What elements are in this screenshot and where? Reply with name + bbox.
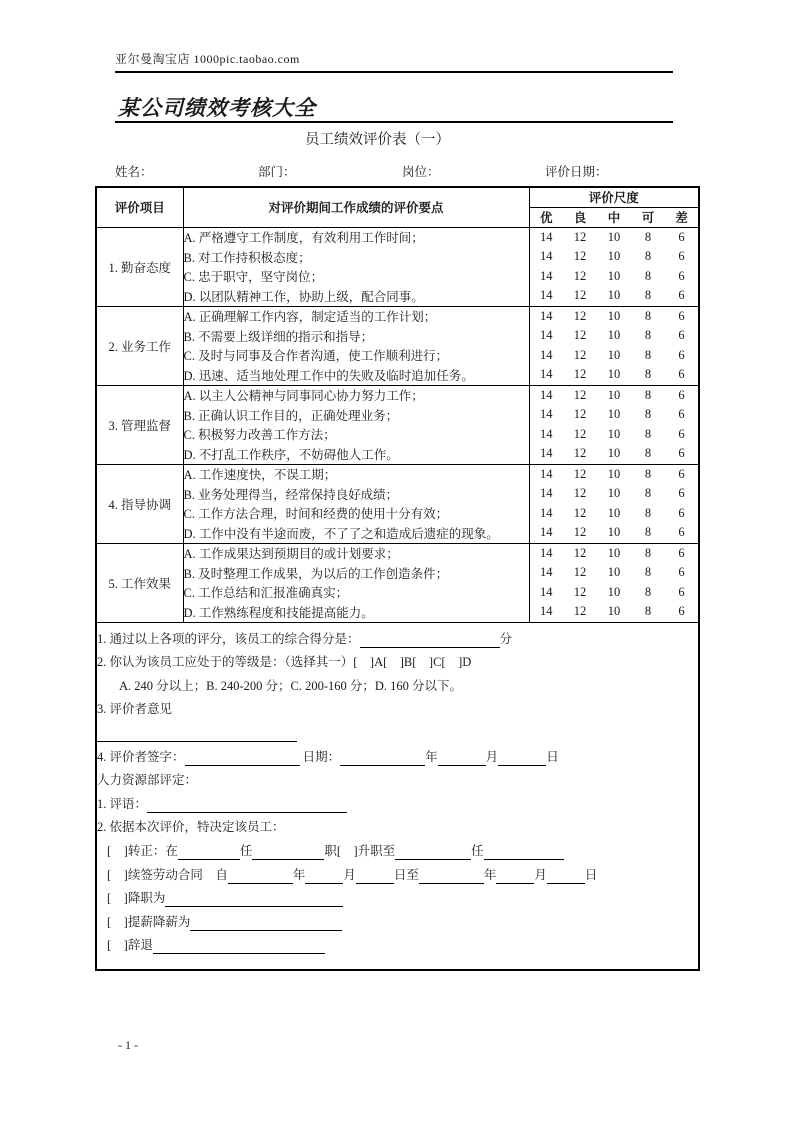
evaluation-point-text: B. 业务处理得当，经常保持良好成绩；	[183, 484, 529, 504]
summary-text: 月	[534, 867, 547, 882]
summary-text: [ ]续签劳动合同 自	[107, 867, 228, 882]
rating-value: 14	[529, 306, 563, 326]
rating-value: 6	[665, 464, 699, 484]
summary-text: 日至	[393, 867, 419, 882]
document-title: 某公司绩效考核大全	[118, 96, 316, 120]
evaluation-point-text: B. 及时整理工作成果，为以后的工作创造条件；	[183, 563, 529, 583]
rating-value: 8	[644, 565, 652, 580]
name-field-label: 姓名：	[115, 165, 153, 179]
evaluation-point-text: B. 对工作持积极态度；	[183, 247, 529, 267]
rating-value: 10	[607, 288, 621, 303]
rating-value: 12	[573, 426, 587, 441]
evaluation-item-row	[96, 365, 699, 385]
category-name: 4. 指导协调	[96, 464, 183, 543]
rating-value: 6	[665, 227, 699, 247]
summary-text: [ ]降职为	[107, 891, 166, 906]
fill-in-blank	[165, 895, 343, 907]
summary-text: 人力资源部评定：	[97, 773, 198, 788]
fill-in-blank	[547, 872, 585, 884]
fill-in-blank	[147, 801, 347, 813]
evaluation-item-row	[96, 425, 699, 445]
rating-value: 14	[540, 584, 553, 599]
summary-text: 2. 你认为该员工应处于的等级是：（选择其一）[ ]A[ ]B[ ]C[ ]D	[97, 655, 472, 670]
summary-text: [ ]辞退	[107, 938, 153, 953]
rating-value: 6	[678, 426, 685, 441]
info-row	[0, 162, 793, 180]
rating-value: 8	[644, 328, 652, 343]
evaluation-item-row	[96, 306, 699, 326]
summary-line	[97, 890, 698, 914]
evaluation-item-row	[96, 464, 699, 484]
rating-value: 10	[597, 306, 631, 326]
fill-in-blank	[484, 848, 564, 860]
rating-value: 12	[573, 525, 587, 540]
summary-text: [ ]提薪降薪为	[107, 914, 191, 929]
summary-line	[97, 914, 698, 938]
rating-value: 10	[597, 227, 631, 247]
rating-value: 14	[540, 505, 553, 520]
fill-in-blank	[228, 872, 293, 884]
fill-in-blank	[340, 754, 425, 766]
evaluation-point-text: C. 积极努力改善工作方法；	[183, 425, 529, 445]
summary-text: 2. 依据本次评价，特决定该员工：	[97, 820, 285, 835]
summary-line	[97, 654, 698, 678]
rating-value: 6	[678, 584, 685, 599]
rating-value: 10	[607, 426, 621, 441]
rating-value: 6	[678, 249, 685, 264]
summary-text: 年	[425, 749, 438, 764]
rating-value: 6	[678, 328, 685, 343]
rating-level-header: 差	[665, 207, 699, 227]
rating-value: 8	[644, 525, 652, 540]
evaluation-point-text: D. 不打乱工作秩序，不妨碍他人工作。	[183, 444, 529, 464]
fill-in-blank	[360, 636, 500, 648]
rating-value: 12	[573, 446, 587, 461]
rating-value: 12	[573, 407, 587, 422]
evaluation-item-row	[96, 602, 699, 622]
rating-value: 12	[563, 306, 597, 326]
rating-value: 6	[678, 268, 685, 283]
rating-value: 10	[597, 385, 631, 405]
department-field-label: 部门：	[258, 165, 296, 179]
rating-value: 8	[644, 268, 652, 283]
category-name: 2. 业务工作	[96, 306, 183, 385]
rating-value: 6	[678, 288, 685, 303]
rating-value: 6	[678, 486, 685, 501]
summary-line	[97, 937, 698, 961]
rating-value: 14	[529, 385, 563, 405]
summary-text: 日	[546, 749, 559, 764]
rating-value: 10	[607, 328, 621, 343]
rating-value: 14	[540, 347, 553, 362]
rating-value: 8	[644, 486, 652, 501]
rating-value: 10	[607, 604, 621, 619]
evaluation-point-text: C. 工作总结和汇报准确真实；	[183, 583, 529, 603]
summary-text: 分	[499, 631, 513, 646]
evaluation-item-row	[96, 286, 699, 306]
rating-value: 10	[597, 464, 631, 484]
fill-in-blank	[305, 872, 343, 884]
column-header-rating-scale: 评价尺度	[529, 187, 699, 207]
rating-value: 6	[678, 565, 685, 580]
summary-text: 年	[292, 867, 306, 882]
rating-value: 12	[573, 328, 587, 343]
category-name: 5. 工作效果	[96, 543, 183, 622]
rating-value: 8	[631, 464, 665, 484]
rating-value: 14	[540, 328, 553, 343]
rating-value: 12	[563, 227, 597, 247]
rating-value: 8	[644, 505, 652, 520]
fill-in-blank	[498, 754, 546, 766]
evaluation-point-text: D. 迅速、适当地处理工作中的失败及临时追加任务。	[183, 365, 529, 385]
rating-value: 14	[540, 565, 553, 580]
evaluation-point-text: C. 忠于职守，坚守岗位；	[183, 267, 529, 287]
rating-value: 10	[607, 525, 621, 540]
evaluation-item-row	[96, 346, 699, 366]
rating-value: 10	[607, 565, 621, 580]
rating-value: 6	[678, 347, 685, 362]
rating-value: 14	[529, 227, 563, 247]
rating-value: 10	[607, 249, 621, 264]
evaluation-point-text: A. 正确理解工作内容，制定适当的工作计划；	[183, 306, 529, 326]
rating-value: 8	[631, 306, 665, 326]
rating-value: 12	[573, 249, 587, 264]
evaluation-item-row	[96, 326, 699, 346]
rating-value: 14	[540, 268, 553, 283]
summary-text: 任	[471, 843, 484, 858]
rating-value: 6	[678, 367, 685, 382]
evaluation-point-text: D. 以团队精神工作，协助上级，配合同事。	[183, 286, 529, 306]
rating-value: 12	[563, 385, 597, 405]
rating-value: 14	[540, 426, 553, 441]
rating-value: 12	[563, 543, 597, 563]
rating-level-header: 优	[529, 207, 563, 227]
rating-value: 8	[644, 407, 652, 422]
fill-in-blank	[97, 730, 297, 742]
rating-value: 10	[607, 446, 621, 461]
summary-text: 任	[239, 843, 253, 858]
fill-in-blank	[438, 754, 486, 766]
fill-in-blank	[178, 848, 240, 860]
evaluation-item-row	[96, 385, 699, 405]
rating-value: 6	[665, 385, 699, 405]
summary-line	[97, 701, 698, 725]
fill-in-blank	[496, 872, 534, 884]
evaluation-item-row	[96, 227, 699, 247]
fill-in-blank	[252, 848, 324, 860]
rating-level-header: 可	[631, 207, 665, 227]
evaluation-item-row	[96, 484, 699, 504]
rating-level-header: 中	[597, 207, 631, 227]
store-header-text: 亚尔曼淘宝店 1000pic.taobao.com	[115, 52, 300, 66]
rating-value: 14	[540, 367, 553, 382]
rating-value: 8	[644, 426, 652, 441]
evaluation-point-text: B. 正确认识工作目的，正确处理业务；	[183, 405, 529, 425]
rating-value: 6	[665, 543, 699, 563]
rating-value: 12	[573, 486, 587, 501]
rating-value: 12	[573, 367, 587, 382]
rating-value: 6	[678, 407, 685, 422]
rating-value: 8	[644, 584, 652, 599]
rating-value: 14	[540, 525, 553, 540]
rating-value: 14	[529, 543, 563, 563]
summary-line	[97, 843, 698, 867]
position-field-label: 岗位：	[402, 165, 440, 179]
evaluation-point-text: A. 工作速度快，不误工期；	[183, 464, 529, 484]
evaluation-item-row	[96, 583, 699, 603]
rating-value: 8	[644, 347, 652, 362]
summary-text: 日	[584, 867, 598, 882]
rating-value: 12	[573, 268, 587, 283]
rating-value: 10	[607, 505, 621, 520]
rating-value: 10	[607, 367, 621, 382]
rating-value: 8	[631, 385, 665, 405]
column-header-evaluation-points: 对评价期间工作成绩的评价要点	[183, 187, 529, 227]
fill-in-blank	[153, 942, 325, 954]
rating-value: 6	[678, 604, 685, 619]
rating-value: 14	[540, 249, 553, 264]
summary-section	[96, 622, 699, 970]
rating-value: 12	[573, 604, 587, 619]
rating-value: 6	[678, 505, 685, 520]
rating-value: 12	[573, 505, 587, 520]
rating-value: 10	[597, 543, 631, 563]
summary-line	[97, 749, 698, 773]
evaluation-date-field-label: 评价日期：	[545, 165, 608, 179]
fill-in-blank	[190, 919, 342, 931]
summary-line	[97, 796, 698, 820]
evaluation-point-text: D. 工作熟练程度和技能提高能力。	[183, 602, 529, 622]
category-name: 3. 管理监督	[96, 385, 183, 464]
rating-value: 14	[540, 446, 553, 461]
rating-value: 14	[529, 464, 563, 484]
rating-value: 10	[607, 407, 621, 422]
summary-text: 日期：	[299, 749, 341, 764]
fill-in-blank	[419, 872, 484, 884]
rating-value: 8	[644, 367, 652, 382]
summary-line	[97, 678, 698, 702]
summary-text: 3. 评价者意见	[97, 702, 173, 717]
summary-line	[97, 725, 698, 749]
summary-text: 1. 通过以上各项的评分，该员工的综合得分是：	[97, 631, 360, 646]
evaluation-item-row	[96, 523, 699, 543]
summary-text: 1. 评语：	[97, 796, 148, 811]
rating-value: 12	[573, 584, 587, 599]
summary-line	[97, 772, 698, 796]
summary-text: 月	[343, 867, 356, 882]
summary-line	[97, 867, 698, 891]
evaluation-point-text: D. 工作中没有半途而废，不了了之和造成后遗症的现象。	[183, 523, 529, 543]
evaluation-item-row	[96, 563, 699, 583]
evaluation-item-row	[96, 247, 699, 267]
rating-value: 8	[644, 288, 652, 303]
summary-text: 4. 评价者签字：	[97, 749, 185, 764]
form-subtitle: 员工绩效评价表（一）	[305, 132, 450, 148]
evaluation-item-row	[96, 444, 699, 464]
rating-value: 12	[563, 464, 597, 484]
evaluation-point-text: A. 严格遵守工作制度，有效利用工作时间；	[183, 227, 529, 247]
rating-value: 8	[644, 446, 652, 461]
rating-value: 14	[540, 486, 553, 501]
summary-line	[97, 819, 698, 843]
rating-value: 12	[573, 565, 587, 580]
rating-value: 8	[631, 543, 665, 563]
fill-in-blank	[185, 754, 300, 766]
rating-value: 6	[678, 446, 685, 461]
evaluation-item-row	[96, 504, 699, 524]
summary-text: 月	[485, 749, 499, 764]
column-header-evaluation-item: 评价项目	[96, 187, 183, 227]
summary-text: A. 240 分以上；B. 240-200 分；C. 200-160 分；D. 160 分以下。	[119, 678, 463, 693]
title-underline	[115, 121, 673, 123]
evaluation-point-text: A. 工作成果达到预期目的或计划要求；	[183, 543, 529, 563]
page-number: - 1 -	[118, 1038, 138, 1052]
rating-value: 12	[573, 347, 587, 362]
performance-evaluation-table	[95, 186, 700, 971]
rating-value: 8	[644, 249, 652, 264]
fill-in-blank	[395, 848, 471, 860]
evaluation-point-text: B. 不需要上级详细的指示和指导；	[183, 326, 529, 346]
evaluation-point-text: A. 以主人公精神与同事同心协力努力工作；	[183, 385, 529, 405]
rating-value: 14	[540, 604, 553, 619]
rating-level-header: 良	[563, 207, 597, 227]
summary-text: 年	[483, 867, 497, 882]
rating-value: 10	[607, 347, 621, 362]
evaluation-point-text: C. 及时与同事及合作者沟通，使工作顺利进行；	[183, 346, 529, 366]
summary-text: 职[ ]升职至	[324, 843, 396, 858]
fill-in-blank	[356, 872, 394, 884]
rating-value: 10	[607, 584, 621, 599]
rating-value: 6	[665, 306, 699, 326]
evaluation-item-row	[96, 267, 699, 287]
category-name: 1. 勤奋态度	[96, 227, 183, 306]
evaluation-point-text: C. 工作方法合理，时间和经费的使用十分有效；	[183, 504, 529, 524]
rating-value: 10	[607, 486, 621, 501]
evaluation-item-row	[96, 543, 699, 563]
header-rule	[115, 71, 673, 73]
rating-value: 8	[631, 227, 665, 247]
rating-value: 12	[573, 288, 587, 303]
rating-value: 14	[540, 407, 553, 422]
summary-text: [ ]转正：在	[107, 843, 178, 858]
rating-value: 10	[607, 268, 621, 283]
evaluation-item-row	[96, 405, 699, 425]
rating-value: 8	[644, 604, 652, 619]
rating-value: 6	[678, 525, 685, 540]
summary-line	[97, 631, 698, 655]
rating-value: 14	[540, 288, 553, 303]
